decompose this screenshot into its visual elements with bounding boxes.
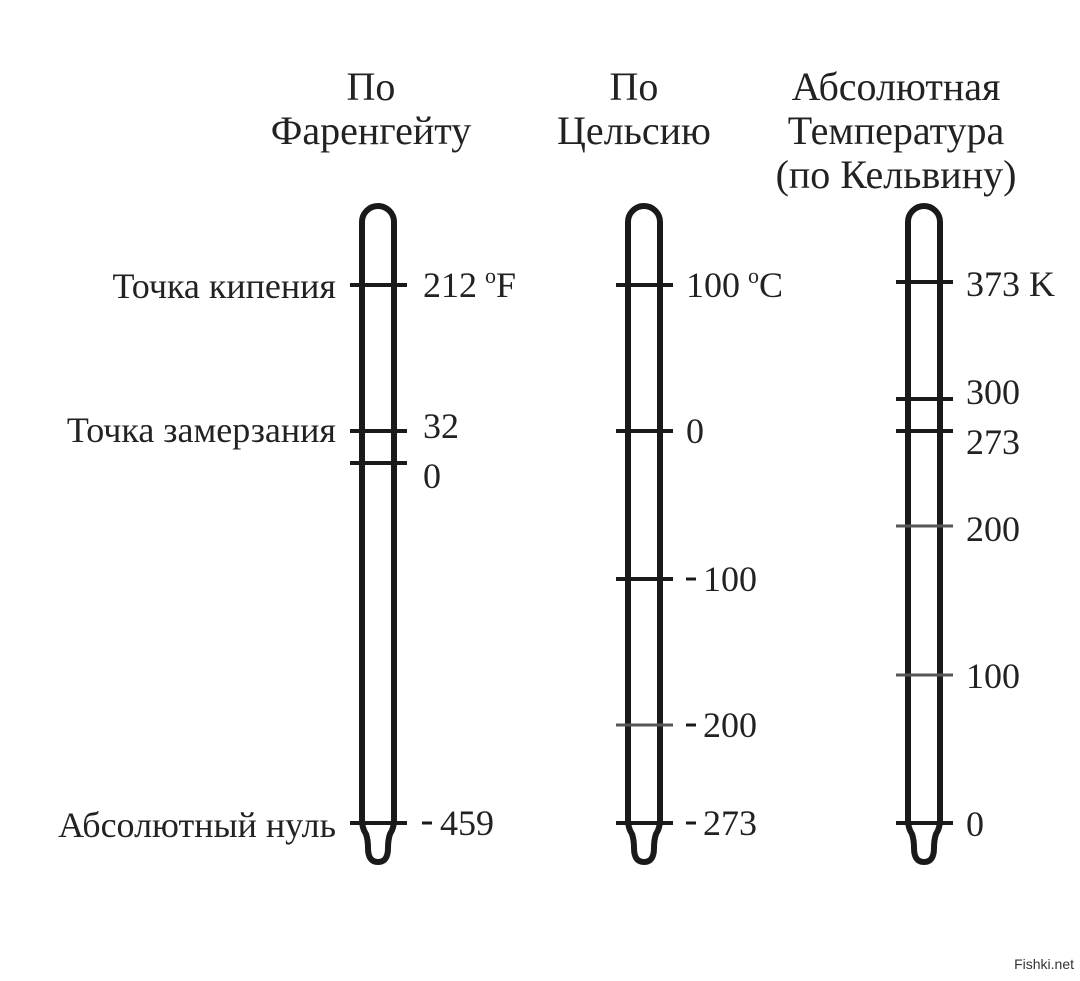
label-absolute-zero: Абсолютный нуль	[58, 805, 336, 845]
fahrenheit-title-line2: Фаренгейту	[270, 108, 472, 153]
fahrenheit-title-line1: По	[346, 64, 396, 109]
fahrenheit-value-freeze: 32	[423, 406, 459, 446]
celsius-value-abs: 273	[703, 803, 757, 843]
celsius-value-m100: 100	[703, 559, 757, 599]
celsius-value-boil: 100 $^o$C	[686, 263, 784, 305]
watermark: Fishki.net	[1014, 956, 1074, 972]
fahrenheit-value-abs: 459	[440, 803, 494, 843]
kelvin-value-300: 300	[966, 372, 1020, 412]
kelvin-value-abs: 0	[966, 804, 984, 844]
celsius-title-line1: По	[609, 64, 659, 109]
kelvin-title-line1: Абсолютная	[791, 64, 1001, 109]
kelvin-title-line2: Температура	[787, 108, 1005, 153]
kelvin-title-line3: (по Кельвину)	[775, 152, 1017, 197]
fahrenheit-thermometer	[362, 206, 394, 862]
celsius-thermometer	[628, 206, 660, 862]
kelvin-thermometer	[908, 206, 940, 862]
celsius-value-m200: 200	[703, 705, 757, 745]
fahrenheit-value-boil: 212 $^o$F	[423, 263, 517, 305]
label-freezing-point: Точка замерзания	[66, 410, 336, 450]
fahrenheit-value-zero: 0	[423, 456, 441, 496]
label-boiling-point: Точка кипения	[112, 266, 336, 306]
kelvin-value-boil: 373 K	[966, 264, 1055, 304]
kelvin-value-freeze: 273	[966, 422, 1020, 462]
kelvin-value-200: 200	[966, 509, 1020, 549]
celsius-title-line2: Цельсию	[557, 108, 711, 153]
celsius-value-freeze: 0	[686, 411, 704, 451]
kelvin-value-100: 100	[966, 656, 1020, 696]
